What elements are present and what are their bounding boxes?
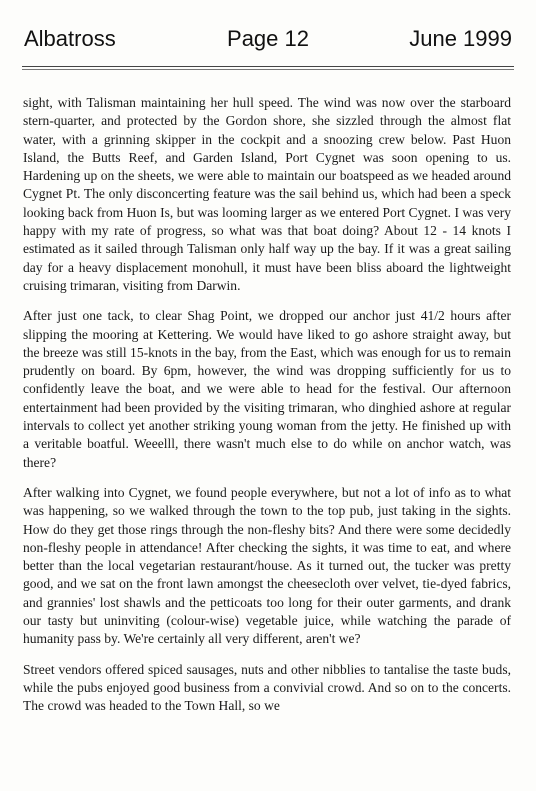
paragraph-2: After just one tack, to clear Shag Point, we dropped our anchor just 41/2 hours after slipping the mooring at Kettering. We would have liked to go ashore straight away, but the breeze was still 15-knots in the bay, from the East, which was enough for us to remain prudently on board. By 6pm, however, the wind was dropping sufficiently for us to confidently leave the boat, and we were able to head for the festival. Our afternoon entertainment had been provided by the visiting trimaran, who dinghied ashore at regular intervals to collect yet another striking young woman from the jetty. He finished up with a veritable boatful. Weeelll, there wasn't much else to do while on anchor watch, was there?	[23, 308, 511, 470]
issue-date: June 1999	[409, 26, 512, 51]
paragraph-4: Street vendors offered spiced sausages, nuts and other nibblies to tantalise the taste buds, while the pubs enjoyed good business from a convivial crowd. And so on to the concerts. The crowd was headed to the Town Hall, so we	[23, 661, 511, 714]
header-rule-bottom	[22, 69, 514, 70]
header-rule-top	[22, 66, 514, 67]
paragraph-1: sight, with Talisman maintaining her hull speed. The wind was now over the starboard stern-quarter, and protected by the Gordon shore, she sizzled through the almost flat water, with a grinning skipper in the cockpit and a snoozing crew below. Past Huon Island, the Butts Reef, and Garden Island, Port Cygnet was soon opening to us. Hardening up on the sheets, we were able to maintain our boatspeed as we headed around Cygnet Pt. The only disconcerting feature was the sail behind us, which had been a speck looking back from Huon Is, but was looming larger as we entered Port Cygnet. I was very happy with my rate of progress, so what was that boat doing? About 12 - 14 knots I estimated as it sailed through Talisman only half way up the bay. If it was a great sailing day for a heavy displacement monohull, it must have been bliss aboard the lightweight cruising trimaran, visiting from Darwin.	[23, 95, 511, 293]
page-header	[24, 26, 512, 58]
paragraph-3: After walking into Cygnet, we found people everywhere, but not a lot of info as to what was happening, so we walked through the town to the top pub, just taking in the sights. How do they get those rings through the non-fleshy bits? And there were some decidedly non-fleshy people in attendance! After checking the sights, it was time to eat, and where better than the local vegetarian restaurant/house. As it turned out, the tucker was pretty good, and we sat on the front lawn amongst the cheesecloth over velvet, tie-dyed fabrics, and grannies' lost shawls and the petticoats too long for their outer garments, and drank our tasty but uninviting (colour-wise) vegetable juice, while watching the parade of humanity pass by. We're certainly all very different, aren't we?	[23, 484, 511, 647]
publication-title: Albatross	[24, 26, 116, 51]
page-number: Page 12	[227, 26, 309, 51]
article-body	[23, 94, 511, 728]
